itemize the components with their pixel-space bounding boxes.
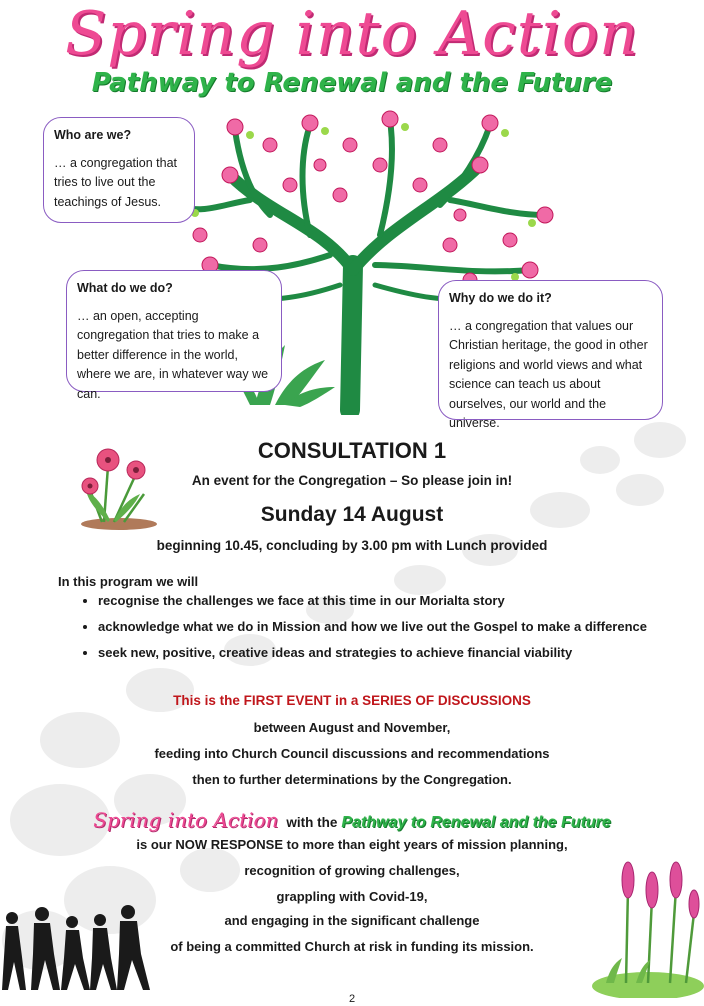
brand-joiner: with the — [286, 815, 338, 830]
why-do-we-do-it-bubble — [438, 280, 663, 430]
consultation-heading: CONSULTATION 1 — [257, 438, 447, 463]
who-are-we-answer: … a congregation that tries to live out the teachings of Jesus. — [54, 155, 177, 209]
program-intro: In this program we will — [58, 574, 199, 589]
what-do-we-do-answer: … an open, accepting congregation that tries to make a better difference in the world, where we are, in whatever way we can. — [77, 308, 269, 401]
program-list — [70, 588, 704, 666]
response-line: recognition of growing challenges, — [244, 863, 460, 878]
response-line: grappling with Covid-19, — [276, 889, 428, 904]
event-date: Sunday 14 August — [260, 503, 444, 526]
brand-spring-into-action: Spring into Action — [93, 808, 279, 832]
event-time: beginning 10.45, concluding by 3.00 pm with Lunch provided — [156, 538, 548, 553]
brand-pathway: Pathway to Renewal and the Future — [341, 814, 611, 831]
page-title: Spring into Action — [65, 0, 639, 69]
series-line: then to further determinations by the Congregation. — [192, 772, 512, 787]
what-do-we-do-question: What do we do? — [77, 281, 173, 295]
series-line: between August and November, — [253, 720, 451, 735]
program-item: • seek new, positive, creative ideas and strategies to achieve financial viability — [98, 640, 704, 666]
walking-people-silhouettes — [0, 902, 170, 994]
page-number: 2 — [348, 993, 356, 1005]
program-item: • acknowledge what we do in Mission and how we live out the Gospel to make a difference — [98, 614, 704, 640]
who-are-we-bubble — [43, 117, 195, 223]
response-brand-line — [0, 808, 704, 832]
series-highlight: This is the FIRST EVENT in a SERIES OF DISCUSSIONS — [173, 693, 531, 708]
series-line: feeding into Church Council discussions and recommendations — [154, 746, 550, 761]
response-line: of being a committed Church at risk in funding its mission. — [170, 939, 534, 954]
response-line: and engaging in the significant challenge — [224, 913, 480, 928]
page-subtitle: Pathway to Renewal and the Future — [91, 68, 613, 98]
why-do-we-do-it-question: Why do we do it? — [449, 291, 552, 305]
event-invitation: An event for the Congregation – So please join in! — [191, 473, 513, 488]
why-do-we-do-it-answer: … a congregation that values our Christian heritage, the good in other religions and world views and what science can teach us about ourselves, our world and the universe. — [449, 318, 648, 430]
program-item: • recognise the challenges we face at this time in our Morialta story — [98, 588, 704, 614]
response-line: is our NOW RESPONSE to more than eight years of mission planning, — [136, 837, 568, 852]
pink-tulips-illustration — [586, 858, 704, 998]
who-are-we-question: Who are we? — [54, 128, 132, 142]
what-do-we-do-bubble — [66, 270, 282, 401]
